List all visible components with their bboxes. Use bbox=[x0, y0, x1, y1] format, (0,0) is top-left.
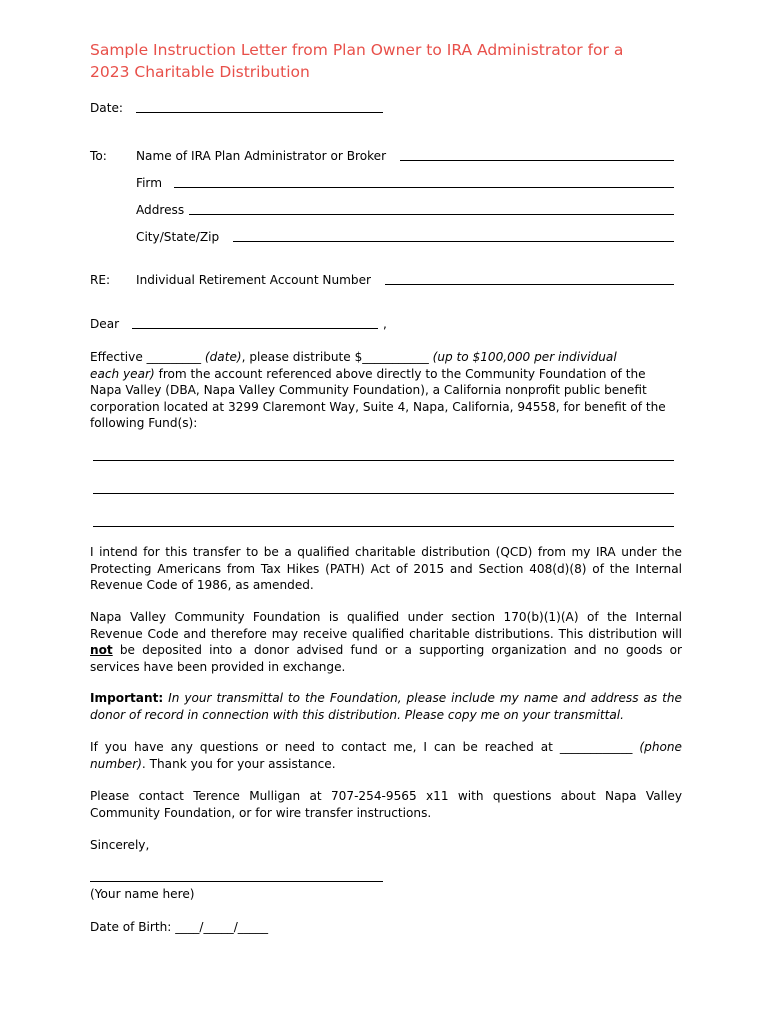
paragraph-distribution-line-2: each year) from the account referenced above directly to the Community Foundation of the bbox=[90, 367, 646, 381]
address-label: Address bbox=[136, 203, 185, 217]
account-number-label: Individual Retirement Account Number bbox=[136, 273, 372, 287]
fund-line-3[interactable] bbox=[93, 526, 674, 527]
to-label: To: bbox=[90, 149, 107, 163]
paragraph-distribution-line-4: corporation located at 3299 Claremont Way, Suite 4, Napa, California, 94558, for benefit of the bbox=[90, 400, 666, 414]
administrator-line[interactable] bbox=[400, 160, 674, 161]
city-state-zip-label: City/State/Zip bbox=[136, 230, 220, 244]
paragraph-qcd-statement: I intend for this transfer to be a qualified charitable distribution (QCD) from my IRA under the Protecting Americans from Tax Hikes (PATH) Act of 2015 and Section 408(d)(8) of the Internal Revenue Code of 1986, as amended. bbox=[90, 545, 682, 593]
fund-line-2[interactable] bbox=[93, 493, 674, 494]
account-number-line[interactable] bbox=[385, 284, 674, 285]
paragraph-distribution-line-1: Effective _________ (date), please distribute $___________ (up to $100,000 per individual bbox=[90, 350, 617, 364]
letter-title-line-1: Sample Instruction Letter from Plan Owner to IRA Administrator for a bbox=[90, 41, 624, 59]
effective-date-blank[interactable]: _________ bbox=[146, 350, 202, 364]
paragraph-distribution-line-3: Napa Valley (DBA, Napa Valley Community Foundation), a California nonprofit public benefit bbox=[90, 383, 647, 397]
paragraph-foundation-contact: Please contact Terence Mulligan at 707-254-9565 x11 with questions about Napa Valley Community Foundation, or for wire transfer instructions. bbox=[90, 789, 682, 820]
date-label: Date: bbox=[90, 101, 123, 115]
amount-blank[interactable]: ___________ bbox=[362, 350, 429, 364]
letter-title-line-2: 2023 Charitable Distribution bbox=[90, 63, 310, 81]
paragraph-contact-me: If you have any questions or need to contact me, I can be reached at ____________ (phone number). Thank you for your assistance. bbox=[90, 740, 682, 771]
city-state-zip-line[interactable] bbox=[233, 241, 674, 242]
fund-line-1[interactable] bbox=[93, 460, 674, 461]
closing: Sincerely, bbox=[90, 838, 150, 852]
salutation-name-line[interactable] bbox=[132, 328, 378, 329]
important-label: Important: bbox=[90, 691, 164, 705]
signature-name-label: (Your name here) bbox=[90, 887, 195, 901]
paragraph-distribution-line-5: following Fund(s): bbox=[90, 416, 198, 430]
date-of-birth-blank[interactable]: ____/_____/_____ bbox=[175, 920, 269, 934]
date-line[interactable] bbox=[136, 112, 383, 113]
re-label: RE: bbox=[90, 273, 111, 287]
date-of-birth-label: Date of Birth: ____/_____/_____ bbox=[90, 920, 269, 934]
salutation-label: Dear bbox=[90, 317, 120, 331]
address-line[interactable] bbox=[189, 214, 674, 215]
firm-label: Firm bbox=[136, 176, 162, 190]
not-emphasis: not bbox=[90, 643, 113, 658]
administrator-label: Name of IRA Plan Administrator or Broker bbox=[136, 149, 387, 163]
signature-line[interactable] bbox=[90, 881, 383, 882]
firm-line[interactable] bbox=[174, 187, 674, 188]
paragraph-important: Important: In your transmittal to the Foundation, please include my name and address as the donor of record in connection with this distribution. Please copy me on your transmittal. bbox=[90, 691, 682, 722]
salutation-comma: , bbox=[383, 317, 387, 331]
paragraph-qualification: Napa Valley Community Foundation is qualified under section 170(b)(1)(A) of the Internal Revenue Code and therefore may receive qualified charitable distributions. This distribution will not be deposited into a donor advised fund or a supporting organization and no goods or services have been provided in exchange. bbox=[90, 610, 682, 674]
phone-blank[interactable]: ____________ bbox=[559, 740, 633, 754]
